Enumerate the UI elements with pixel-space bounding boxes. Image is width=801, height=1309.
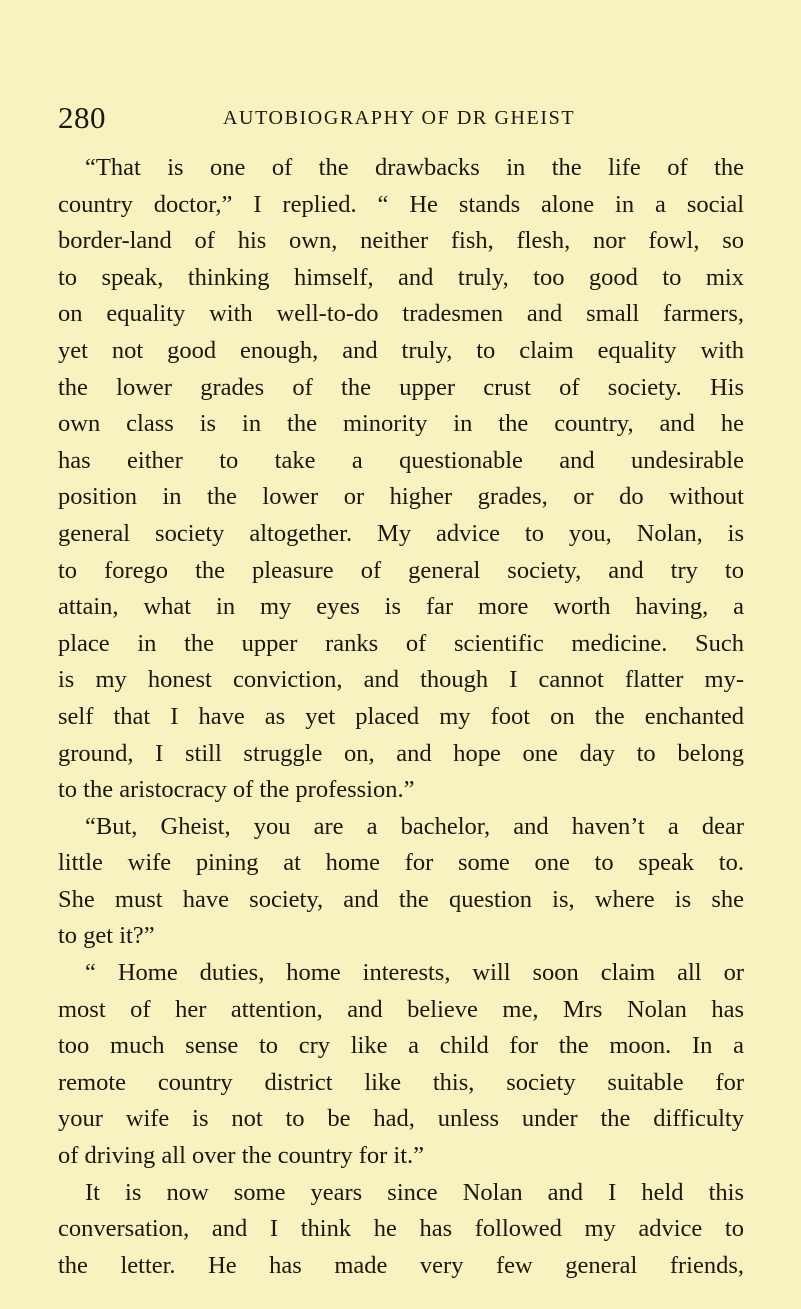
text-line: conversation, and I think he has followed my advice to [58, 1215, 744, 1243]
text-line: She must have society, and the question is, where is she [58, 885, 744, 913]
text-line: “ Home duties, home interests, will soon claim all or [85, 959, 744, 987]
text-line: most of her attention, and believe me, Mrs Nolan has [58, 995, 744, 1023]
text-line: has either to take a questionable and undesirable [58, 446, 744, 474]
text-line: position in the lower or higher grades, or do without [58, 483, 744, 511]
text-line: country doctor,” I replied. “ He stands alone in a social [58, 190, 744, 218]
text-line: yet not good enough, and truly, to claim equality with [58, 336, 744, 364]
body-text [58, 150, 744, 1284]
text-line: border-land of his own, neither fish, flesh, nor fowl, so [58, 227, 744, 255]
text-line: to the aristocracy of the profession.” [58, 776, 415, 804]
text-line: remote country district like this, society suitable for [58, 1068, 744, 1096]
text-line: is my honest conviction, and though I cannot flatter my- [58, 666, 744, 694]
text-line: “But, Gheist, you are a bachelor, and haven’t a dear [85, 812, 744, 840]
text-line: self that I have as yet placed my foot on the enchanted [58, 702, 744, 730]
text-line: of driving all over the country for it.” [58, 1142, 425, 1170]
text-line: to speak, thinking himself, and truly, too good to mix [58, 263, 744, 291]
text-line: own class is in the minority in the country, and he [58, 410, 744, 438]
text-line: to forego the pleasure of general society, and try to [58, 556, 744, 584]
text-line: the lower grades of the upper crust of society. His [58, 373, 744, 401]
text-line: ground, I still struggle on, and hope one day to belong [58, 739, 744, 767]
text-line: attain, what in my eyes is far more worth having, a [58, 593, 744, 621]
text-line: your wife is not to be had, unless under the difficulty [58, 1105, 744, 1133]
running-head: AUTOBIOGRAPHY OF DR GHEIST [223, 107, 576, 129]
text-line: little wife pining at home for some one to speak to. [58, 849, 744, 877]
text-line: place in the upper ranks of scientific medicine. Such [58, 629, 744, 657]
text-line: It is now some years since Nolan and I held this [85, 1178, 744, 1206]
text-line: the letter. He has made very few general friends, [58, 1251, 744, 1279]
text-line: general society altogether. My advice to you, Nolan, is [58, 519, 744, 547]
page-number: 280 [58, 100, 106, 135]
text-line: too much sense to cry like a child for the moon. In a [58, 1032, 744, 1060]
text-line: to get it?” [58, 922, 155, 950]
text-line: “That is one of the drawbacks in the life of the [85, 154, 744, 181]
page-header [58, 98, 713, 138]
text-line: on equality with well-to-do tradesmen and small farmers, [58, 300, 744, 328]
